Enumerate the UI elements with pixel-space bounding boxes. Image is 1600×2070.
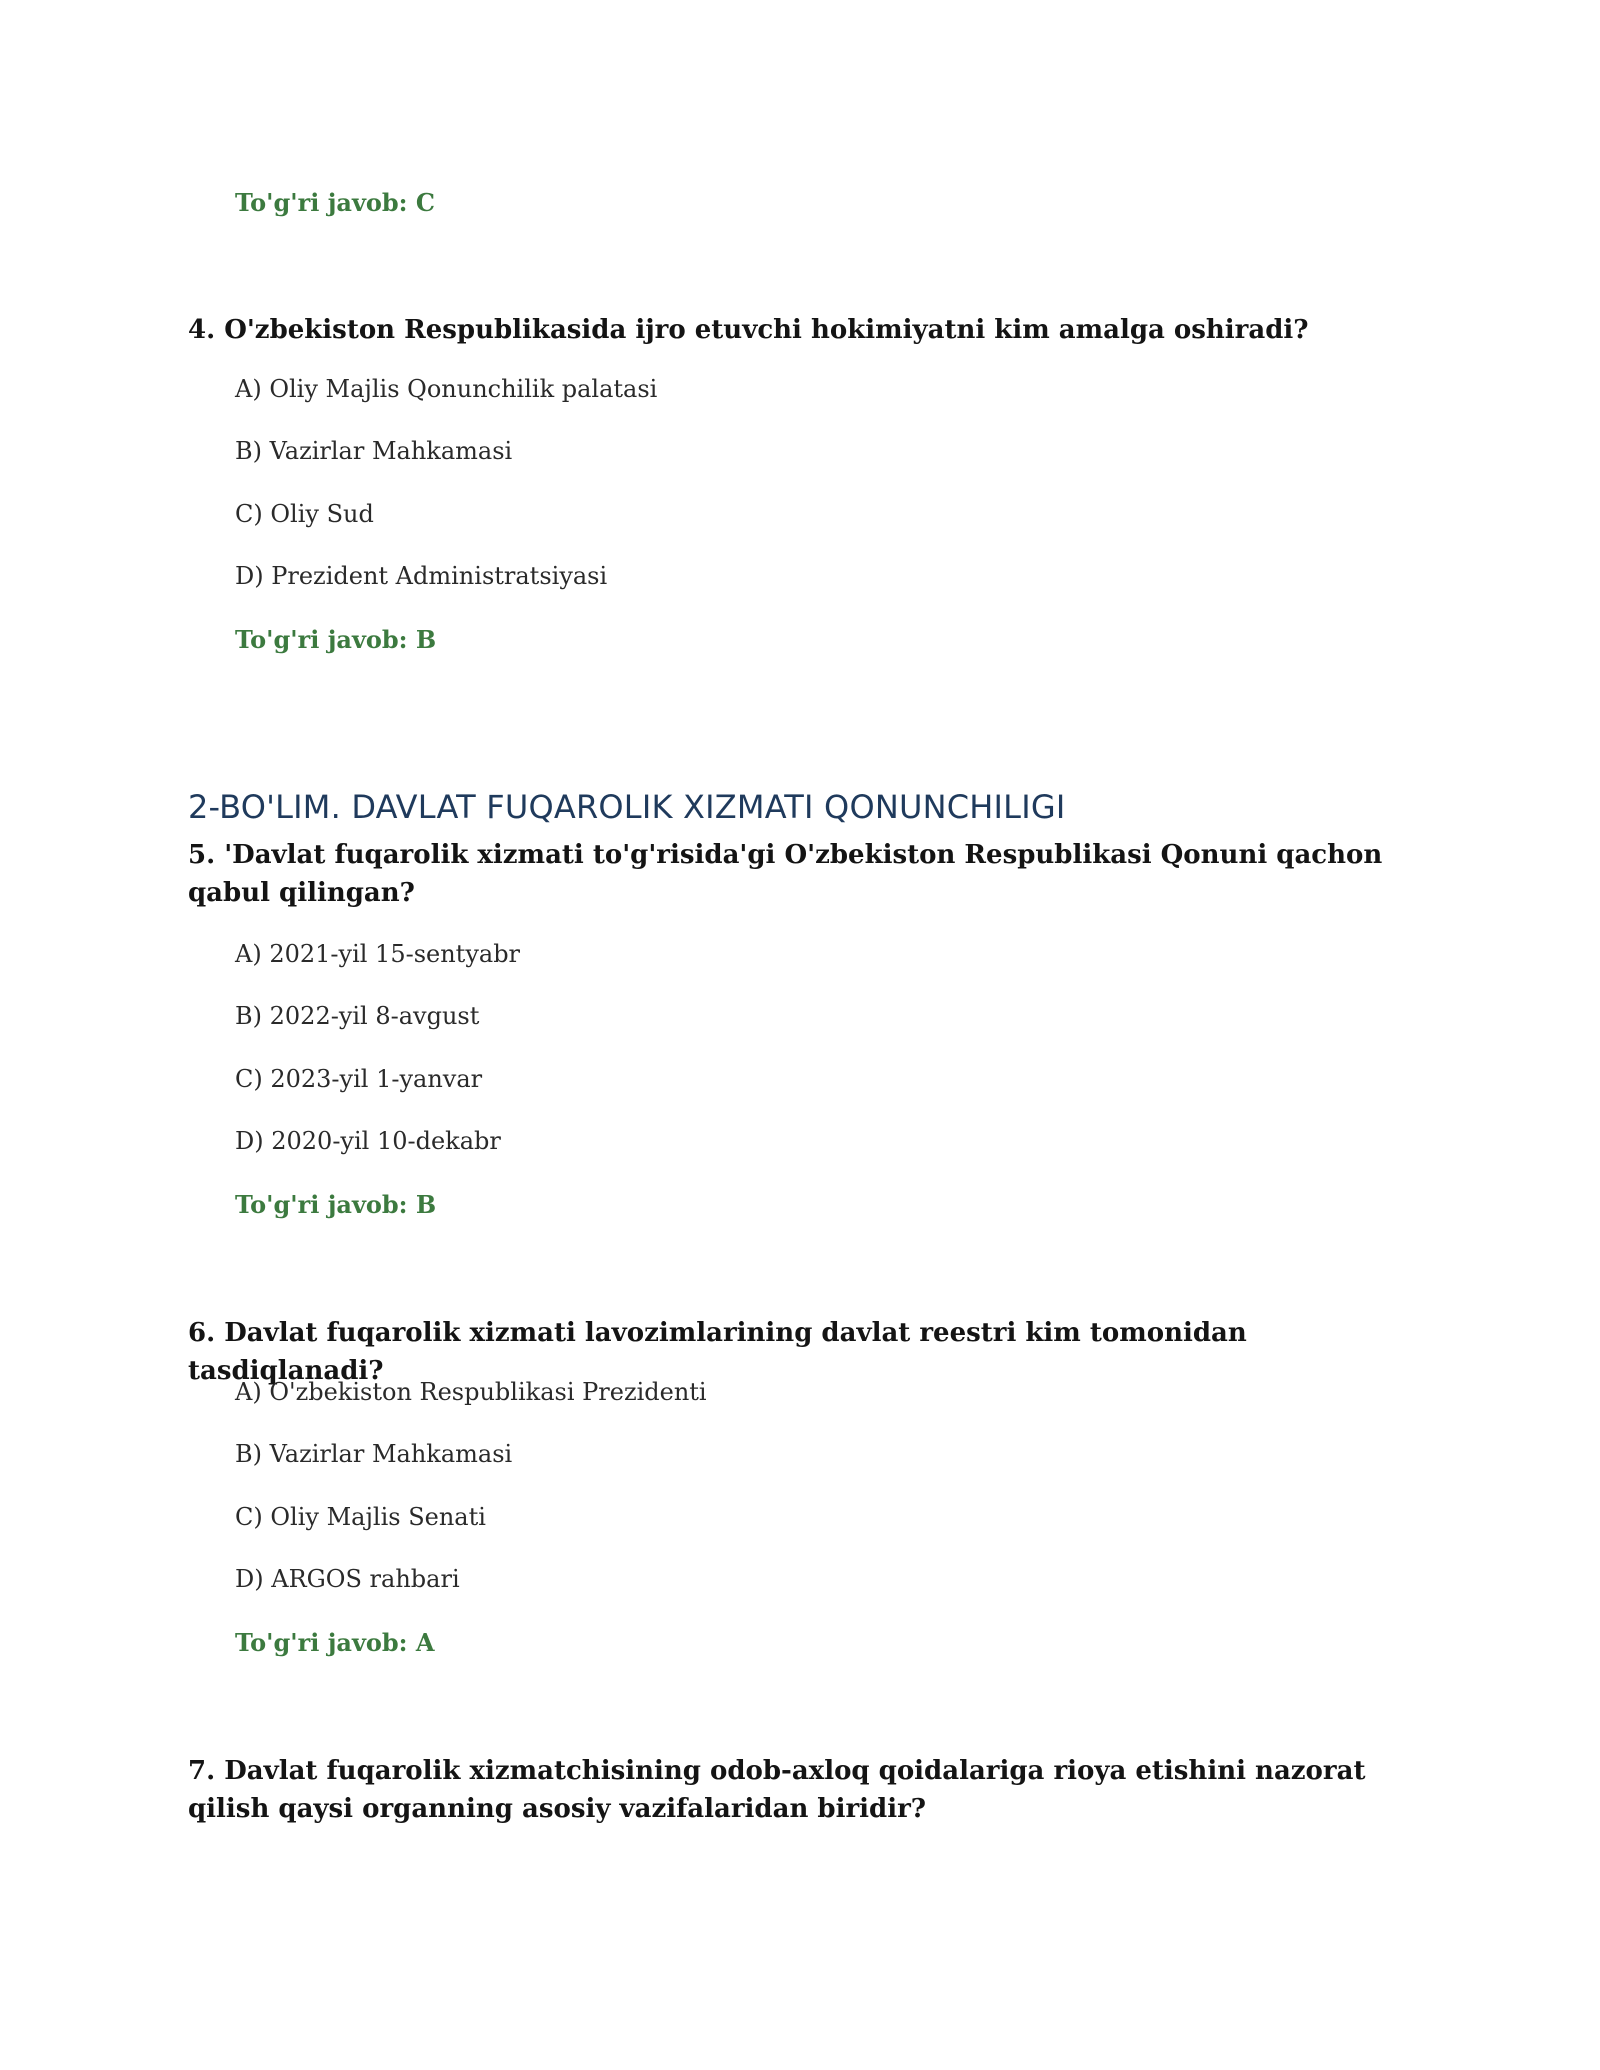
answer-q6: To'g'ri javob: A [235,1628,435,1657]
q5-option-a: A) 2021-yil 15-sentyabr [235,940,521,968]
question-5: 5. 'Davlat fuqarolik xizmati to'g'risida'gi O'zbekiston Respublikasi Qonuni qachon qabul qilingan? [188,840,1383,908]
q4-option-c: C) Oliy Sud [235,500,374,528]
q6-option-a: A) O'zbekiston Respublikasi Prezidenti [235,1378,707,1406]
question-6: 6. Davlat fuqarolik xizmati lavozimlarining davlat reestri kim tomonidan tasdiqlanadi? [188,1318,1247,1386]
answer-q3: To'g'ri javob: C [235,188,435,217]
q5-option-c: C) 2023-yil 1-yanvar [235,1065,483,1093]
q4-option-b: B) Vazirlar Mahkamasi [235,437,513,465]
q6-option-b: B) Vazirlar Mahkamasi [235,1440,513,1468]
q4-option-d: D) Prezident Administratsiyasi [235,562,608,590]
question-4: 4. O'zbekiston Respublikasida ijro etuvchi hokimiyatni kim amalga oshiradi? [188,315,1309,345]
q4-option-a: A) Oliy Majlis Qonunchilik palatasi [235,375,658,403]
q6-option-c: C) Oliy Majlis Senati [235,1503,486,1531]
q5-option-d: D) 2020-yil 10-dekabr [235,1127,501,1155]
answer-q5: To'g'ri javob: B [235,1190,437,1219]
q6-option-d: D) ARGOS rahbari [235,1565,460,1593]
answer-q4: To'g'ri javob: B [235,625,437,654]
section-title: 2-BO'LIM. DAVLAT FUQAROLIK XIZMATI QONUNCHILIGI [188,788,1066,826]
question-7: 7. Davlat fuqarolik xizmatchisining odob-axloq qoidalariga rioya etishini nazorat qilish qaysi organning asosiy vazifalaridan biridir? [188,1756,1366,1824]
q5-option-b: B) 2022-yil 8-avgust [235,1002,480,1030]
